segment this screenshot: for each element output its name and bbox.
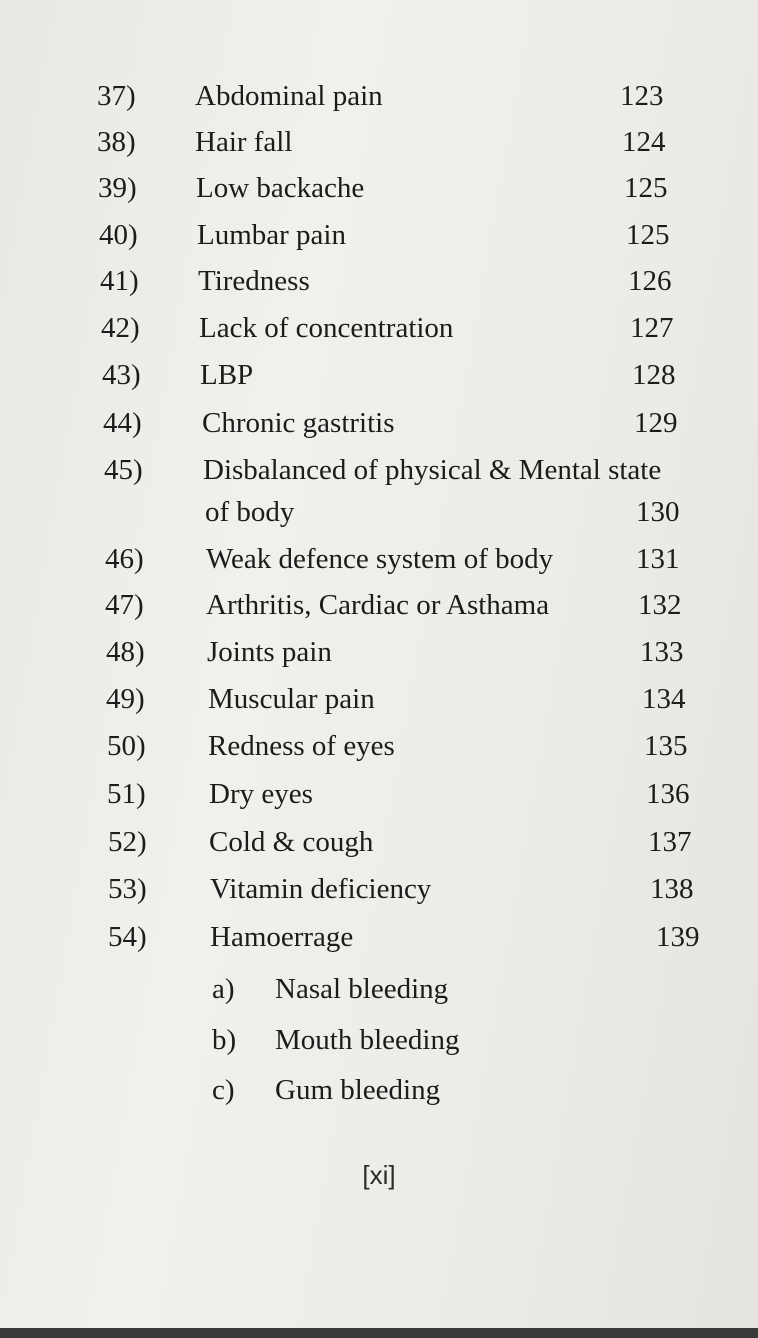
entry-page: 123 — [620, 80, 664, 112]
entry-page: 129 — [634, 407, 678, 439]
toc-entry — [0, 407, 758, 451]
entry-title: Hair fall — [195, 126, 293, 158]
entry-page: 133 — [640, 636, 684, 668]
entry-page: 125 — [626, 219, 670, 251]
entry-page: 139 — [656, 921, 700, 953]
entry-title: Lack of concentration — [199, 312, 454, 344]
entry-page: 126 — [628, 265, 672, 297]
entry-page: 136 — [646, 778, 690, 810]
entry-page: 131 — [636, 543, 680, 575]
entry-number: 45) — [104, 454, 143, 486]
entry-title: Chronic gastritis — [202, 407, 395, 439]
toc-entry — [0, 921, 758, 965]
entry-number: 46) — [105, 543, 144, 575]
entry-number: 38) — [97, 126, 136, 158]
entry-page: 134 — [642, 683, 686, 715]
toc-entry — [0, 265, 758, 309]
entry-number: 42) — [101, 312, 140, 344]
entry-number: 50) — [107, 730, 146, 762]
entry-title: Dry eyes — [209, 778, 313, 810]
page-bottom-edge — [0, 1328, 758, 1338]
entry-title: Cold & cough — [209, 826, 374, 858]
toc-entry — [0, 778, 758, 822]
entry-number: 47) — [105, 589, 144, 621]
toc-entry — [0, 219, 758, 263]
subitem-label: Mouth bleeding — [275, 1024, 460, 1056]
entry-number: 39) — [98, 172, 137, 204]
toc-entry — [0, 873, 758, 917]
entry-number: 43) — [102, 359, 141, 391]
toc-entry — [0, 826, 758, 870]
entry-page: 135 — [644, 730, 688, 762]
entry-title: Hamoerrage — [210, 921, 354, 953]
entry-page: 128 — [632, 359, 676, 391]
toc-subitem — [0, 1024, 758, 1068]
entry-number: 37) — [97, 80, 136, 112]
toc-subitem — [0, 1074, 758, 1118]
entry-number: 44) — [103, 407, 142, 439]
toc-entry — [0, 80, 758, 124]
entry-number: 51) — [107, 778, 146, 810]
toc-entry — [0, 312, 758, 356]
entry-page: 137 — [648, 826, 692, 858]
entry-page: 127 — [630, 312, 674, 344]
toc-entry — [0, 683, 758, 727]
entry-title: Joints pain — [207, 636, 332, 668]
subitem-label: Gum bleeding — [275, 1074, 441, 1106]
toc-entry — [0, 172, 758, 216]
entry-number: 52) — [108, 826, 147, 858]
entry-title: LBP — [200, 359, 254, 391]
subitem-label: Nasal bleeding — [275, 973, 449, 1005]
subitem-letter: b) — [212, 1024, 237, 1056]
page-number-footer: [xi] — [362, 1160, 396, 1190]
toc-entry-continuation — [0, 496, 758, 540]
toc-entry — [0, 454, 758, 498]
entry-number: 49) — [106, 683, 145, 715]
entry-page: 125 — [624, 172, 668, 204]
entry-title: Tiredness — [198, 265, 310, 297]
entry-page: 124 — [622, 126, 666, 158]
toc-entry — [0, 126, 758, 170]
entry-title: Muscular pain — [208, 683, 375, 715]
entry-title: Disbalanced of physical & Mental state — [203, 454, 662, 486]
entry-number: 41) — [100, 265, 139, 297]
toc-subitem — [0, 973, 758, 1017]
entry-title: Arthritis, Cardiac or Asthama — [206, 589, 550, 621]
entry-page: 138 — [650, 873, 694, 905]
entry-title: Abdominal pain — [195, 80, 383, 112]
toc-entry — [0, 636, 758, 680]
subitem-letter: c) — [212, 1074, 235, 1106]
entry-title: Low backache — [196, 172, 365, 204]
entry-page: 130 — [636, 496, 680, 528]
entry-page: 132 — [638, 589, 682, 621]
entry-title: Redness of eyes — [208, 730, 395, 762]
entry-title: Weak defence system of body — [206, 543, 554, 575]
entry-number: 40) — [99, 219, 138, 251]
entry-number: 53) — [108, 873, 147, 905]
toc-entry — [0, 359, 758, 403]
entry-number: 54) — [108, 921, 147, 953]
toc-entry — [0, 730, 758, 774]
toc-entry — [0, 543, 758, 587]
entry-title: Vitamin deficiency — [210, 873, 432, 905]
subitem-letter: a) — [212, 973, 235, 1005]
toc-entry — [0, 589, 758, 633]
entry-title: Lumbar pain — [197, 219, 346, 251]
entry-title-continuation: of body — [205, 496, 295, 528]
entry-number: 48) — [106, 636, 145, 668]
